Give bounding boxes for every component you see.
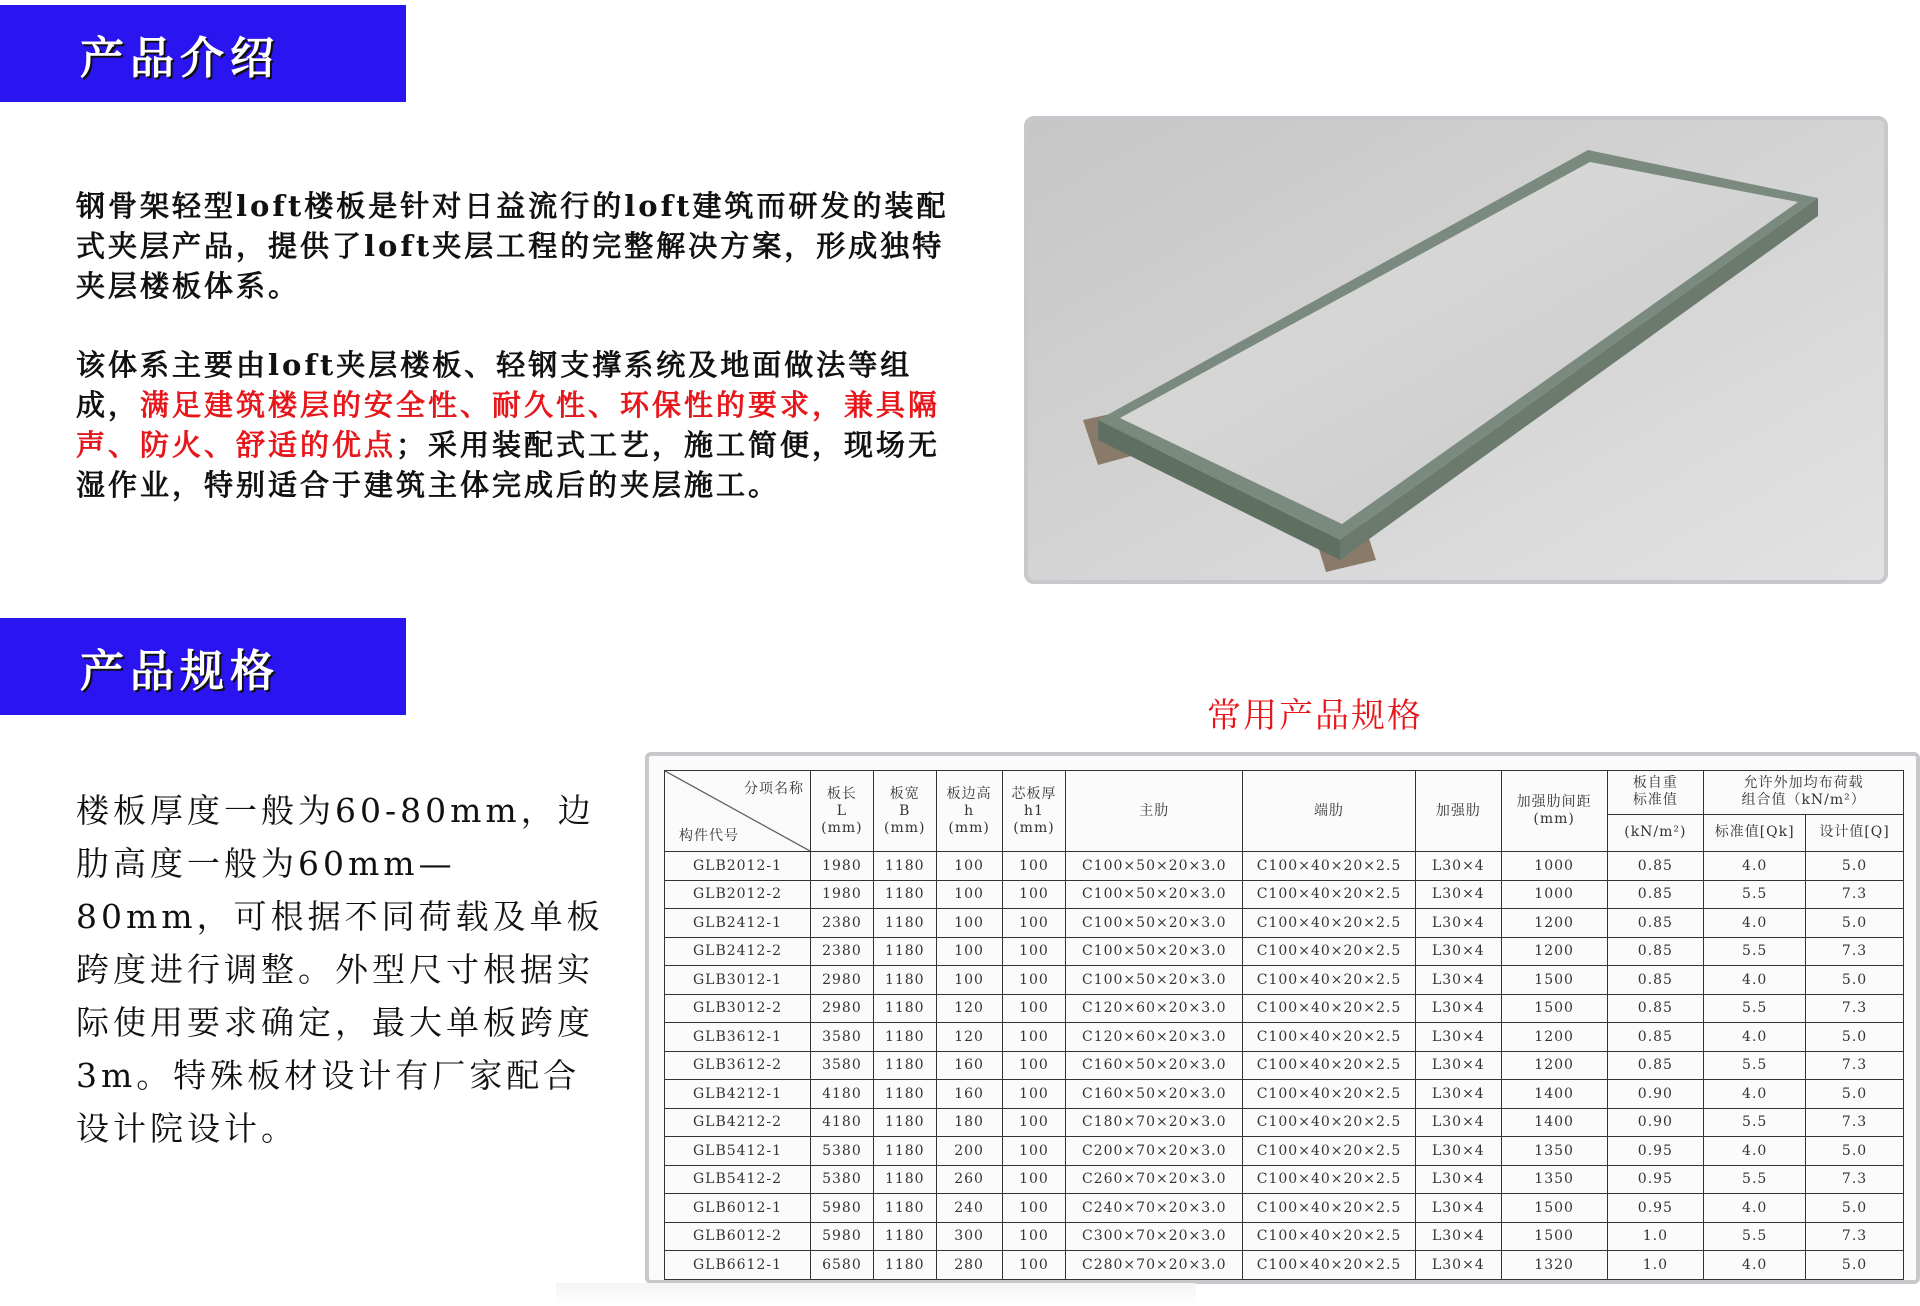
table-cell: 2980	[811, 966, 874, 995]
table-cell: 0.85	[1607, 852, 1704, 881]
table-cell: 1180	[873, 1194, 936, 1223]
table-cell: 5.0	[1806, 1080, 1904, 1109]
table-cell: 100	[1002, 909, 1066, 938]
table-row	[665, 1108, 1904, 1137]
table-cell: 100	[936, 909, 1002, 938]
table-cell: C100×50×20×3.0	[1066, 937, 1243, 966]
table-cell: L30×4	[1415, 994, 1501, 1023]
table-cell: L30×4	[1415, 1165, 1501, 1194]
table-row	[665, 1222, 1904, 1251]
table-cell: 1180	[873, 1080, 936, 1109]
header-component-code: 构件代号	[679, 828, 739, 844]
table-cell: 180	[936, 1108, 1002, 1137]
table-cell: 100	[1002, 1165, 1066, 1194]
table-cell: 100	[1002, 1080, 1066, 1109]
table-cell: 0.95	[1607, 1194, 1704, 1223]
table-cell: C180×70×20×3.0	[1066, 1108, 1243, 1137]
table-cell: 1980	[811, 880, 874, 909]
table-cell: L30×4	[1415, 1023, 1501, 1052]
table-cell: 0.85	[1607, 880, 1704, 909]
table-cell: GLB4212-2	[665, 1108, 811, 1137]
table-cell: 5.0	[1806, 966, 1904, 995]
table-cell: 1180	[873, 1165, 936, 1194]
table-cell: 160	[936, 1080, 1002, 1109]
table-cell: 0.85	[1607, 1023, 1704, 1052]
table-cell: 1400	[1501, 1080, 1607, 1109]
table-cell: C100×40×20×2.5	[1243, 909, 1416, 938]
table-cell: 5380	[811, 1165, 874, 1194]
table-cell: 1350	[1501, 1165, 1607, 1194]
table-cell: 4180	[811, 1108, 874, 1137]
table-cell: 7.3	[1806, 994, 1904, 1023]
table-cell: 2380	[811, 937, 874, 966]
table-cell: 1.0	[1607, 1222, 1704, 1251]
table-cell: 5.5	[1704, 1165, 1806, 1194]
table-cell: 4.0	[1704, 1137, 1806, 1166]
section-title-spec: 产品规格	[0, 618, 406, 715]
table-cell: 100	[936, 937, 1002, 966]
header-standard-value: 标准值[Qk]	[1704, 814, 1806, 851]
header-core-thickness: 芯板厚 h1 (mm)	[1002, 771, 1066, 852]
table-cell: 100	[1002, 994, 1066, 1023]
table-cell: 0.90	[1607, 1108, 1704, 1137]
table-cell: 5380	[811, 1137, 874, 1166]
table-cell: C100×50×20×3.0	[1066, 909, 1243, 938]
table-cell: 1180	[873, 966, 936, 995]
table-cell: 1350	[1501, 1137, 1607, 1166]
table-cell: 300	[936, 1222, 1002, 1251]
table-cell: L30×4	[1415, 1051, 1501, 1080]
header-main-rib: 主肋	[1066, 771, 1243, 852]
table-cell: 3580	[811, 1051, 874, 1080]
table-cell: 6580	[811, 1251, 874, 1280]
table-cell: 100	[1002, 1194, 1066, 1223]
table-cell: 4180	[811, 1080, 874, 1109]
table-cell: 1400	[1501, 1108, 1607, 1137]
table-row	[665, 994, 1904, 1023]
table-row	[665, 1251, 1904, 1280]
table-cell: 1200	[1501, 937, 1607, 966]
table-cell: 5.5	[1704, 880, 1806, 909]
spec-table-frame	[645, 752, 1920, 1284]
table-cell: 5.5	[1704, 1051, 1806, 1080]
table-cell: 1180	[873, 994, 936, 1023]
table-cell: 100	[1002, 880, 1066, 909]
table-cell: C240×70×20×3.0	[1066, 1194, 1243, 1223]
table-cell: 1180	[873, 1251, 936, 1280]
table-cell: 100	[1002, 1251, 1066, 1280]
table-cell: L30×4	[1415, 937, 1501, 966]
header-design-value: 设计值[Q]	[1806, 814, 1904, 851]
intro-highlight-text: 满足建筑楼层的安全性、耐久性、环保性的要求，兼具隔声、防火、舒适的优点	[76, 388, 941, 462]
table-cell: C100×40×20×2.5	[1243, 880, 1416, 909]
table-cell: 0.95	[1607, 1165, 1704, 1194]
table-cell: GLB3012-1	[665, 966, 811, 995]
table-cell: 1180	[873, 1137, 936, 1166]
table-cell: GLB2012-2	[665, 880, 811, 909]
table-cell: L30×4	[1415, 1251, 1501, 1280]
header-item-name: 分项名称	[744, 781, 804, 797]
table-cell: 1180	[873, 880, 936, 909]
table-cell: 7.3	[1806, 937, 1904, 966]
table-cell: GLB4212-1	[665, 1080, 811, 1109]
table-row	[665, 1023, 1904, 1052]
table-cell: GLB6012-2	[665, 1222, 811, 1251]
table-cell: 120	[936, 994, 1002, 1023]
table-row	[665, 1080, 1904, 1109]
table-cell: 7.3	[1806, 1051, 1904, 1080]
table-cell: 4.0	[1704, 966, 1806, 995]
table-cell: 1200	[1501, 1051, 1607, 1080]
table-cell: 0.85	[1607, 909, 1704, 938]
table-cell: 1500	[1501, 1194, 1607, 1223]
floor-slab-image	[1028, 120, 1884, 580]
table-cell: 5.5	[1704, 1222, 1806, 1251]
table-cell: L30×4	[1415, 880, 1501, 909]
table-cell: 5.0	[1806, 852, 1904, 881]
header-diagonal-cell	[665, 771, 810, 851]
table-cell: GLB2412-1	[665, 909, 811, 938]
table-cell: 1180	[873, 1222, 936, 1251]
product-photo	[1024, 116, 1888, 584]
table-cell: C160×50×20×3.0	[1066, 1080, 1243, 1109]
table-cell: 5.0	[1806, 1137, 1904, 1166]
table-cell: 240	[936, 1194, 1002, 1223]
spec-table	[664, 770, 1904, 1280]
table-cell: 2380	[811, 909, 874, 938]
intro-paragraph-2-start: 该体系主要由loft夹层楼板、轻钢支撑系统及地面做法等组成，	[76, 348, 913, 422]
table-row	[665, 937, 1904, 966]
table-cell: 100	[1002, 937, 1066, 966]
table-cell: GLB6612-1	[665, 1251, 811, 1280]
table-row	[665, 966, 1904, 995]
table-cell: 0.85	[1607, 994, 1704, 1023]
table-cell: C100×40×20×2.5	[1243, 1251, 1416, 1280]
table-cell: 1980	[811, 852, 874, 881]
intro-paragraph-2	[76, 345, 956, 505]
table-cell: 5.5	[1704, 937, 1806, 966]
spec-description: 楼板厚度一般为60-80mm，边肋高度一般为60mm—80mm，可根据不同荷载及单板跨度进行调整。外型尺寸根据实际使用要求确定，最大单板跨度3m。特殊板材设计有厂家配合设计院设计。	[76, 791, 604, 1148]
table-cell: 100	[1002, 1108, 1066, 1137]
table-cell: 100	[936, 852, 1002, 881]
table-cell: C260×70×20×3.0	[1066, 1165, 1243, 1194]
header-edge-height: 板边高 h (mm)	[936, 771, 1002, 852]
table-cell: 100	[1002, 1137, 1066, 1166]
header-self-weight: 板自重 标准值	[1607, 771, 1704, 815]
table-cell: GLB5412-1	[665, 1137, 811, 1166]
intro-paragraph-1: 钢骨架轻型loft楼板是针对日益流行的loft建筑而研发的装配式夹层产品，提供了loft夹层工程的完整解决方案，形成独特夹层楼板体系。	[76, 189, 949, 303]
table-cell: 5.5	[1704, 994, 1806, 1023]
table-cell: 1.0	[1607, 1251, 1704, 1280]
table-cell: C100×40×20×2.5	[1243, 1194, 1416, 1223]
header-stiffener-spacing: 加强肋间距 (mm)	[1501, 771, 1607, 852]
table-cell: 1200	[1501, 909, 1607, 938]
table-cell: 1180	[873, 1051, 936, 1080]
table-cell: C100×40×20×2.5	[1243, 1165, 1416, 1194]
table-cell: C100×40×20×2.5	[1243, 1051, 1416, 1080]
table-row	[665, 880, 1904, 909]
table-cell: 1180	[873, 909, 936, 938]
header-length: 板长 L (mm)	[811, 771, 874, 852]
table-row	[665, 852, 1904, 881]
table-cell: L30×4	[1415, 1222, 1501, 1251]
table-cell: 100	[1002, 966, 1066, 995]
table-cell: C100×40×20×2.5	[1243, 937, 1416, 966]
table-cell: C160×50×20×3.0	[1066, 1051, 1243, 1080]
table-cell: GLB3612-2	[665, 1051, 811, 1080]
table-cell: 5.0	[1806, 1023, 1904, 1052]
table-cell: GLB3612-1	[665, 1023, 811, 1052]
table-cell: 100	[1002, 1051, 1066, 1080]
table-cell: 100	[1002, 1023, 1066, 1052]
table-cell: 0.85	[1607, 937, 1704, 966]
table-cell: L30×4	[1415, 852, 1501, 881]
table-row	[665, 909, 1904, 938]
header-self-weight-unit: (kN/m²)	[1607, 814, 1704, 851]
table-cell: 160	[936, 1051, 1002, 1080]
table-cell: 1500	[1501, 966, 1607, 995]
table-cell: L30×4	[1415, 1137, 1501, 1166]
table-row	[665, 1051, 1904, 1080]
table-cell: GLB2412-2	[665, 937, 811, 966]
header-allowed-load: 允许外加均布荷载 组合值（kN/m²）	[1704, 771, 1904, 815]
table-cell: 1500	[1501, 994, 1607, 1023]
table-cell: 1000	[1501, 880, 1607, 909]
table-cell: C100×40×20×2.5	[1243, 966, 1416, 995]
table-cell: 5.0	[1806, 909, 1904, 938]
section-title-intro: 产品介绍	[0, 5, 406, 102]
table-cell: 4.0	[1704, 1080, 1806, 1109]
table-cell: C100×40×20×2.5	[1243, 1108, 1416, 1137]
table-cell: C100×50×20×3.0	[1066, 852, 1243, 881]
table-cell: 1180	[873, 1108, 936, 1137]
table-cell: 4.0	[1704, 1251, 1806, 1280]
table-cell: 4.0	[1704, 852, 1806, 881]
table-cell: 5980	[811, 1194, 874, 1223]
table-cell: L30×4	[1415, 909, 1501, 938]
header-stiffener: 加强肋	[1415, 771, 1501, 852]
table-cell: C100×40×20×2.5	[1243, 1080, 1416, 1109]
table-cell: GLB3012-2	[665, 994, 811, 1023]
table-cell: 1500	[1501, 1222, 1607, 1251]
table-cell: 100	[936, 880, 1002, 909]
table-cell: 0.95	[1607, 1137, 1704, 1166]
table-cell: 4.0	[1704, 909, 1806, 938]
table-cell: 1180	[873, 937, 936, 966]
table-cell: 1180	[873, 852, 936, 881]
table-cell: C100×40×20×2.5	[1243, 1023, 1416, 1052]
table-cell: 4.0	[1704, 1194, 1806, 1223]
table-cell: C100×40×20×2.5	[1243, 994, 1416, 1023]
table-cell: 5.0	[1806, 1251, 1904, 1280]
table-cell: 280	[936, 1251, 1002, 1280]
table-cell: 1200	[1501, 1023, 1607, 1052]
table-row	[665, 1165, 1904, 1194]
table-cell: C120×60×20×3.0	[1066, 1023, 1243, 1052]
table-row	[665, 1137, 1904, 1166]
table-cell: 1000	[1501, 852, 1607, 881]
table-cell: L30×4	[1415, 966, 1501, 995]
table-cell: 7.3	[1806, 1108, 1904, 1137]
table-cell: 0.90	[1607, 1080, 1704, 1109]
table-cell: 100	[1002, 1222, 1066, 1251]
table-cell: 0.85	[1607, 966, 1704, 995]
table-cell: 5.0	[1806, 1194, 1904, 1223]
table-cell: GLB6012-1	[665, 1194, 811, 1223]
spec-table-body	[665, 852, 1904, 1280]
table-cell: 260	[936, 1165, 1002, 1194]
table-cell: C120×60×20×3.0	[1066, 994, 1243, 1023]
table-title: 常用产品规格	[1207, 696, 1423, 736]
table-cell: C100×50×20×3.0	[1066, 966, 1243, 995]
table-cell: L30×4	[1415, 1194, 1501, 1223]
table-cell: C100×50×20×3.0	[1066, 880, 1243, 909]
table-cell: 1180	[873, 1023, 936, 1052]
header-end-rib: 端肋	[1243, 771, 1416, 852]
header-width: 板宽 B (mm)	[873, 771, 936, 852]
table-cell: 3580	[811, 1023, 874, 1052]
table-cell: 5980	[811, 1222, 874, 1251]
table-cell: 1320	[1501, 1251, 1607, 1280]
bottom-shadow-strip	[556, 1283, 1196, 1305]
table-row	[665, 1194, 1904, 1223]
table-cell: C100×40×20×2.5	[1243, 1222, 1416, 1251]
table-cell: GLB2012-1	[665, 852, 811, 881]
table-cell: 7.3	[1806, 1222, 1904, 1251]
intro-paragraph-2-end: ；采用装配式工艺，施工简便，现场无湿作业，特别适合于建筑主体完成后的夹层施工。	[76, 428, 941, 502]
table-cell: L30×4	[1415, 1080, 1501, 1109]
table-cell: 5.5	[1704, 1108, 1806, 1137]
table-cell: 100	[1002, 852, 1066, 881]
table-cell: 120	[936, 1023, 1002, 1052]
table-cell: C200×70×20×3.0	[1066, 1137, 1243, 1166]
table-cell: GLB5412-2	[665, 1165, 811, 1194]
table-cell: 100	[936, 966, 1002, 995]
table-cell: L30×4	[1415, 1108, 1501, 1137]
table-cell: C280×70×20×3.0	[1066, 1251, 1243, 1280]
table-cell: C100×40×20×2.5	[1243, 1137, 1416, 1166]
table-cell: C300×70×20×3.0	[1066, 1222, 1243, 1251]
table-cell: 0.85	[1607, 1051, 1704, 1080]
table-cell: 2980	[811, 994, 874, 1023]
table-cell: C100×40×20×2.5	[1243, 852, 1416, 881]
table-cell: 4.0	[1704, 1023, 1806, 1052]
table-cell: 7.3	[1806, 880, 1904, 909]
table-cell: 7.3	[1806, 1165, 1904, 1194]
table-cell: 200	[936, 1137, 1002, 1166]
